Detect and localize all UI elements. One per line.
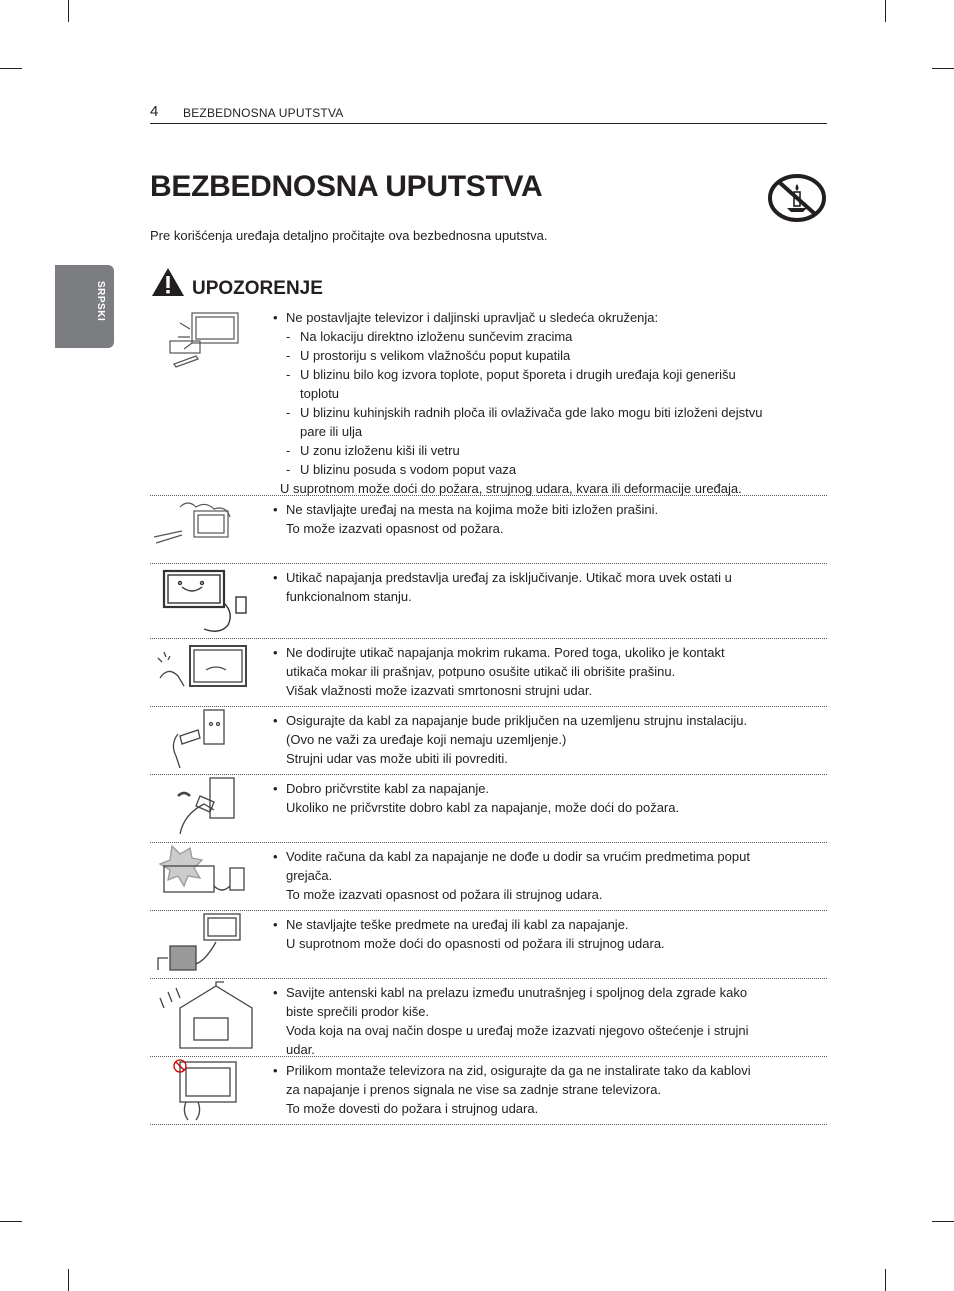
- crop-mark: [68, 1269, 69, 1291]
- item-text: To može izazvati opasnost od požara ili strujnog udara.: [286, 887, 603, 902]
- item-text: za napajanje i prenos signala ne vise sa zadnje strane televizora.: [286, 1082, 662, 1097]
- item-text: grejača.: [286, 868, 333, 883]
- warning-item-dust: [150, 495, 827, 564]
- crop-mark: [0, 1221, 22, 1222]
- item-text: To može dovesti do požara i strujnog udara.: [286, 1101, 539, 1116]
- item-text: Voda koja na ovaj način dospe u uređaj može izazvati njegovo oštećenje i strujni: [286, 1023, 749, 1038]
- item-text: • Dobro pričvrstite kabl za napajanje.: [272, 779, 817, 798]
- crop-mark: [885, 0, 886, 22]
- warning-item-antenna: [150, 978, 827, 1057]
- warning-item-wet-hands: [150, 638, 827, 707]
- item-subline: - U blizinu kuhinjskih radnih ploča ili ovlaživača gde lako mogu biti izloženi dejstvu: [272, 403, 817, 422]
- item-text: utikača mokar ili prašnjav, potpuno osušite utikač ili obrišite prašinu.: [286, 664, 676, 679]
- page-number: 4: [150, 103, 159, 120]
- language-side-tab: [55, 265, 114, 348]
- item-text: • Osigurajte da kabl za napajanje bude priključen na uzemljenu strujnu instalaciju.: [272, 711, 817, 730]
- warning-item-plug-access: [150, 563, 827, 639]
- heavy-object-on-cable-illustration: [150, 910, 260, 978]
- item-subline: toplotu: [300, 386, 340, 401]
- wet-hands-illustration: [150, 638, 260, 706]
- item-text: Strujni udar vas može ubiti ili povrediti.: [286, 751, 508, 766]
- item-subline: - U blizinu posuda s vodom poput vaza: [272, 460, 817, 479]
- item-text: • Ne dodirujte utikač napajanja mokrim rukama. Pored toga, ukoliko je kontakt: [272, 643, 817, 662]
- tv-in-sunlight-illustration: [150, 303, 260, 495]
- wall-mount-cables-illustration: [150, 1056, 260, 1124]
- warning-item-heat: [150, 842, 827, 911]
- warning-triangle-icon: [150, 266, 186, 298]
- crop-mark: [0, 68, 22, 69]
- language-label: SRPSKI: [95, 281, 106, 322]
- item-text: • Utikač napajanja predstavlja uređaj za isključivanje. Utikač mora uvek ostati u: [272, 568, 817, 587]
- item-subline: - U prostoriju s velikom vlažnošću poput kupatila: [272, 346, 817, 365]
- cable-near-heater-illustration: [150, 842, 260, 910]
- item-subline: pare ili ulja: [300, 424, 363, 439]
- page-title: BEZBEDNOSNA UPUTSTVA: [150, 170, 543, 203]
- item-text: • Ne stavljajte teške predmete na uređaj ili kabl za napajanje.: [272, 915, 817, 934]
- crop-mark: [932, 68, 954, 69]
- item-text: funkcionalnom stanju.: [286, 589, 412, 604]
- warning-item-wall-mount: [150, 1056, 827, 1125]
- item-text: U suprotnom može doći do opasnosti od požara ili strujnog udara.: [286, 936, 665, 951]
- warning-item-environment: [150, 303, 827, 496]
- crop-mark: [68, 0, 69, 22]
- item-subline: - U blizinu bilo kog izvora toplote, poput šporeta i drugih uređaja koji generišu: [272, 365, 817, 384]
- page-header: [150, 103, 827, 124]
- item-text: • Savijte antenski kabl na prelazu između unutrašnjeg i spoljnog dela zgrade kako: [272, 983, 817, 1002]
- warning-heading: UPOZORENJE: [192, 278, 323, 299]
- item-text: Ukoliko ne pričvrstite dobro kabl za napajanje, može doći do požara.: [286, 800, 680, 815]
- no-candle-icon: [767, 172, 827, 224]
- warning-item-heavy-objects: [150, 910, 827, 979]
- tv-dust-illustration: [150, 495, 260, 563]
- warning-item-secure-cable: [150, 774, 827, 843]
- crop-mark: [932, 1221, 954, 1222]
- header-section-title: BEZBEDNOSNA UPUTSTVA: [183, 106, 344, 120]
- item-text: • Prilikom montaže televizora na zid, osigurajte da ga ne instalirate tako da kablovi: [272, 1061, 817, 1080]
- grounded-outlet-illustration: [150, 706, 260, 774]
- item-text: biste sprečili prodor kiše.: [286, 1004, 430, 1019]
- item-text: To može izazvati opasnost od požara.: [286, 521, 504, 536]
- hand-plugging-illustration: [150, 774, 260, 842]
- item-subline: - Na lokaciju direktno izloženu sunčevim zracima: [272, 327, 817, 346]
- item-text: Višak vlažnosti može izazvati smrtonosni strujni udar.: [286, 683, 593, 698]
- item-text: • Vodite računa da kabl za napajanje ne dođe u dodir sa vrućim predmetima poput: [272, 847, 817, 866]
- antenna-cable-house-illustration: [150, 978, 260, 1056]
- item-subline: - U zonu izloženu kiši ili vetru: [272, 441, 817, 460]
- warning-item-grounding: [150, 706, 827, 775]
- item-consequence: U suprotnom može doći do požara, strujnog udara, kvara ili deformacije uređaja.: [280, 481, 742, 496]
- crop-mark: [885, 1269, 886, 1291]
- tv-plug-illustration: [150, 563, 260, 638]
- item-text: udar.: [286, 1042, 315, 1057]
- item-text: (Ovo ne važi za uređaje koji nemaju uzemljenje.): [286, 732, 567, 747]
- item-text: • Ne postavljajte televizor i daljinski upravljač u sledeća okruženja:: [272, 308, 817, 327]
- intro-text: Pre korišćenja uređaja detaljno pročitajte ova bezbednosna uputstva.: [150, 228, 548, 243]
- item-text: • Ne stavljajte uređaj na mesta na kojima može biti izložen prašini.: [272, 500, 817, 519]
